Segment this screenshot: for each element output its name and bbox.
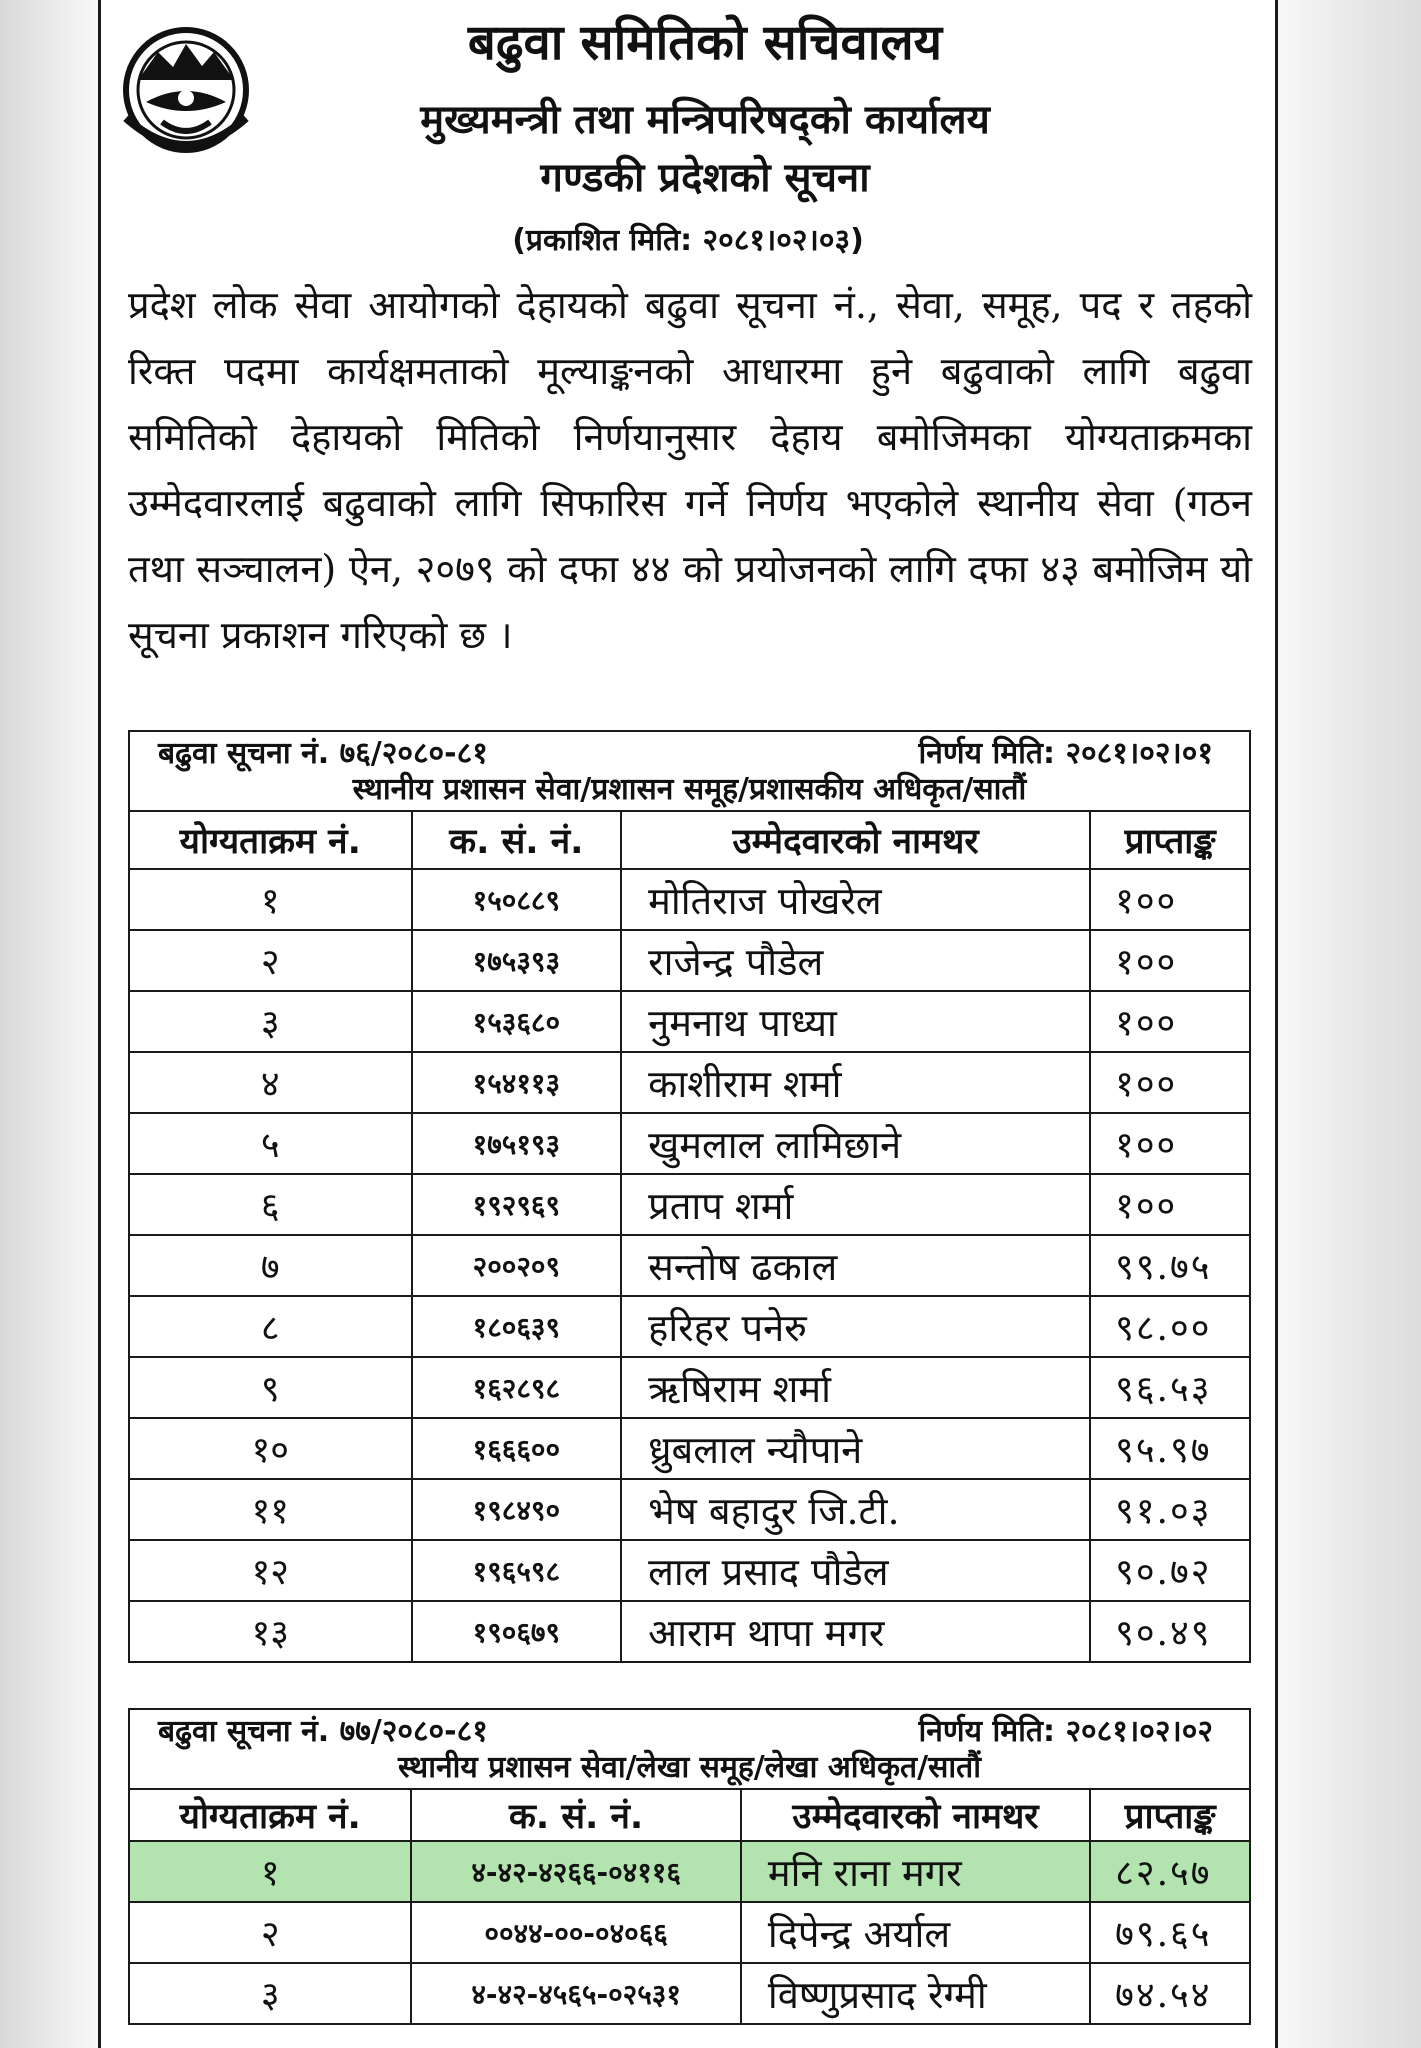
table-row xyxy=(129,1296,1250,1357)
score-cell: ९९.७५ xyxy=(1090,1235,1250,1296)
score-cell: ७९.६५ xyxy=(1090,1902,1250,1963)
table-row xyxy=(129,930,1250,991)
id-cell: १५३६८० xyxy=(412,991,622,1052)
score-cell: ७४.५४ xyxy=(1090,1963,1250,2024)
table-row xyxy=(129,1357,1250,1418)
phone-frame-right xyxy=(1279,0,1421,2048)
name-cell: ध्रुबलाल न्यौपाने xyxy=(621,1418,1090,1479)
name-cell: मोतिराज पोखरेल xyxy=(621,869,1090,930)
table-row xyxy=(129,1113,1250,1174)
rank-cell: ११ xyxy=(129,1479,412,1540)
table-header-row xyxy=(129,1789,1250,1841)
name-cell: हरिहर पनेरु xyxy=(621,1296,1090,1357)
decision-date: निर्णय मिति: २०८१।०२।०२ xyxy=(918,1713,1213,1749)
col-header-score: प्राप्ताङ्क xyxy=(1090,811,1250,869)
rank-cell: २ xyxy=(129,930,412,991)
id-cell: १५०८८९ xyxy=(412,869,622,930)
phone-frame-left xyxy=(0,0,98,2048)
name-cell: काशीराम शर्मा xyxy=(621,1052,1090,1113)
promotion-table-77 xyxy=(128,1708,1251,2025)
name-cell: भेष बहादुर जि.टी. xyxy=(621,1479,1090,1540)
rank-cell: २ xyxy=(129,1902,411,1963)
table-row xyxy=(129,1963,1250,2024)
col-header-name: उम्मेदवारको नामथर xyxy=(741,1789,1090,1841)
id-cell: १९६५९८ xyxy=(412,1540,622,1601)
name-cell: राजेन्द्र पौडेल xyxy=(621,930,1090,991)
id-cell: १९८४९० xyxy=(412,1479,622,1540)
table-row xyxy=(129,1902,1250,1963)
rank-cell: ४ xyxy=(129,1052,412,1113)
id-cell: ४-४२-४२६६-०४११६ xyxy=(411,1841,741,1902)
service-group: स्थानीय प्रशासन सेवा/प्रशासन समूह/प्रशासकीय अधिकृत/सातौं xyxy=(352,772,1027,807)
score-cell: ९६.५३ xyxy=(1090,1357,1250,1418)
decision-date: निर्णय मिति: २०८१।०२।०१ xyxy=(918,735,1213,771)
name-cell: आराम थापा मगर xyxy=(621,1601,1090,1662)
rank-cell: १३ xyxy=(129,1601,412,1662)
id-cell: १९०६७९ xyxy=(412,1601,622,1662)
col-header-rank: योग्यताक्रम नं. xyxy=(129,811,412,869)
col-header-id: क. सं. नं. xyxy=(411,1789,741,1841)
score-cell: १०० xyxy=(1090,930,1250,991)
name-cell: दिपेन्द्र अर्याल xyxy=(741,1902,1090,1963)
id-cell: १९२९६९ xyxy=(412,1174,622,1235)
score-cell: १०० xyxy=(1090,1174,1250,1235)
name-cell: खुमलाल लामिछाने xyxy=(621,1113,1090,1174)
table-row xyxy=(129,1052,1250,1113)
rank-cell: १ xyxy=(129,869,412,930)
table-body xyxy=(129,1841,1250,2024)
table-row xyxy=(129,1174,1250,1235)
id-cell: ४-४२-४५६५-०२५३१ xyxy=(411,1963,741,2024)
secretariat-title: बढुवा समितिको सचिवालय xyxy=(467,14,943,71)
service-group: स्थानीय प्रशासन सेवा/लेखा समूह/लेखा अधिकृत/सातौं xyxy=(397,1750,982,1785)
office-title: मुख्यमन्त्री तथा मन्त्रिपरिषद्को कार्यालय xyxy=(420,97,990,143)
id-cell: ००४४-००-०४०६६ xyxy=(411,1902,741,1963)
table-header-row xyxy=(129,811,1250,869)
rank-cell: ६ xyxy=(129,1174,412,1235)
table-row xyxy=(129,1235,1250,1296)
notice-number: बढुवा सूचना नं. ७६/२०८०-८१ xyxy=(158,735,488,771)
score-cell: १०० xyxy=(1090,991,1250,1052)
table-row xyxy=(129,1540,1250,1601)
score-cell: १०० xyxy=(1090,869,1250,930)
rank-cell: १ xyxy=(129,1841,411,1902)
name-cell: विष्णुप्रसाद रेग्मी xyxy=(741,1963,1090,2024)
name-cell: प्रताप शर्मा xyxy=(621,1174,1090,1235)
promotion-table-76 xyxy=(128,730,1251,1663)
rank-cell: ३ xyxy=(129,1963,411,2024)
col-header-id: क. सं. नं. xyxy=(412,811,622,869)
id-cell: २००२०९ xyxy=(412,1235,622,1296)
name-cell: नुमनाथ पाध्या xyxy=(621,991,1090,1052)
name-cell: मनि राना मगर xyxy=(741,1841,1090,1902)
col-header-name: उम्मेदवारको नामथर xyxy=(621,811,1090,869)
score-cell: १०० xyxy=(1090,1113,1250,1174)
score-cell: ८२.५७ xyxy=(1090,1841,1250,1902)
score-cell: ९०.४९ xyxy=(1090,1601,1250,1662)
table-row xyxy=(129,1418,1250,1479)
table-row xyxy=(129,1479,1250,1540)
table-row xyxy=(129,869,1250,930)
rank-cell: ७ xyxy=(129,1235,412,1296)
published-date: (प्रकाशित मिति: २०८१।०२।०३) xyxy=(512,223,864,258)
table-row xyxy=(129,1601,1250,1662)
id-cell: १८०६३९ xyxy=(412,1296,622,1357)
table-row xyxy=(129,1841,1250,1902)
province-notice-title: गण्डकी प्रदेशको सूचना xyxy=(540,155,870,201)
table-body xyxy=(129,869,1250,1662)
rank-cell: १० xyxy=(129,1418,412,1479)
id-cell: १७५१९३ xyxy=(412,1113,622,1174)
score-cell: ९०.७२ xyxy=(1090,1540,1250,1601)
notice-number: बढुवा सूचना नं. ७७/२०८०-८१ xyxy=(158,1713,488,1749)
id-cell: १५४११३ xyxy=(412,1052,622,1113)
col-header-score: प्राप्ताङ्क xyxy=(1090,1789,1250,1841)
score-cell: १०० xyxy=(1090,1052,1250,1113)
name-cell: लाल प्रसाद पौडेल xyxy=(621,1540,1090,1601)
rank-cell: ३ xyxy=(129,991,412,1052)
name-cell: सन्तोष ढकाल xyxy=(621,1235,1090,1296)
table-meta-row xyxy=(129,731,1250,811)
rank-cell: १२ xyxy=(129,1540,412,1601)
notice-paragraph: प्रदेश लोक सेवा आयोगको देहायको बढुवा सूचना नं., सेवा, समूह, पद र तहको रिक्त पदमा कार्यक्षमताको मूल्याङ्कनको आधारमा हुने बढुवाको लागि बढुवा समितिको देहायको मितिको निर्णयानुसार देहाय बमोजिमका योग्यताक्रमका उम्मेदवारलाई बढुवाको लागि सिफारिस गर्ने निर्णय भएकोले स्थानीय सेवा (गठन तथा सञ्चालन) ऐन, २०७९ को दफा ४४ को प्रयोजनको लागि दफा ४३ बमोजिम यो सूचना प्रकाशन गरिएको छ । xyxy=(128,283,1252,657)
table-meta-row xyxy=(129,1709,1250,1789)
rank-cell: ९ xyxy=(129,1357,412,1418)
score-cell: ९८.०० xyxy=(1090,1296,1250,1357)
col-header-rank: योग्यताक्रम नं. xyxy=(129,1789,411,1841)
score-cell: ९१.०३ xyxy=(1090,1479,1250,1540)
id-cell: १६६६०० xyxy=(412,1418,622,1479)
id-cell: १६२८९८ xyxy=(412,1357,622,1418)
name-cell: ऋषिराम शर्मा xyxy=(621,1357,1090,1418)
rank-cell: ८ xyxy=(129,1296,412,1357)
table-row xyxy=(129,991,1250,1052)
rank-cell: ५ xyxy=(129,1113,412,1174)
score-cell: ९५.९७ xyxy=(1090,1418,1250,1479)
id-cell: १७५३९३ xyxy=(412,930,622,991)
